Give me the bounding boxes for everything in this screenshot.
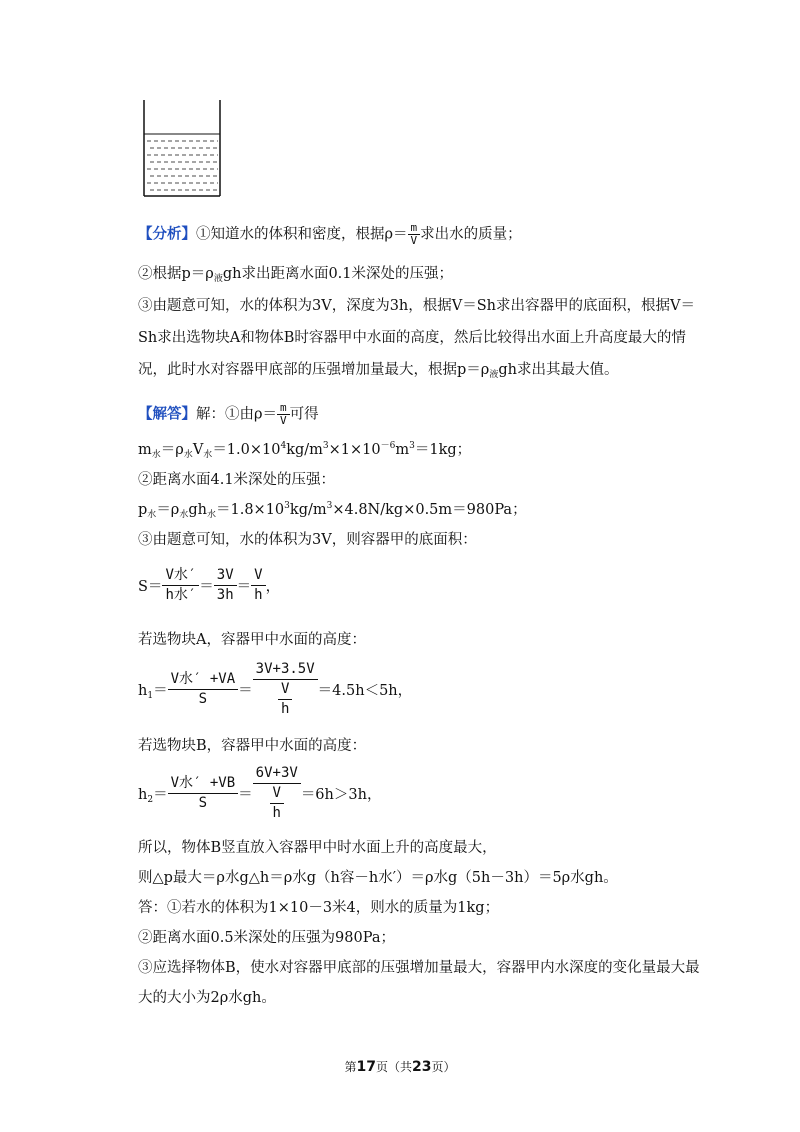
analysis-line-1: 【分析】①知道水的体积和密度，根据ρ＝ $\frac{m}{V}$ 求出水的质量； (138, 221, 522, 247)
fraction: $\frac{m}{V}$ (408, 222, 421, 247)
h2-equation: $h_2=$ $\frac{\text{V水′ +VB}}{S}$ ＝ $\frac{6V+3V}{\frac{V}{h}}$ ＝6h＞3h， (138, 765, 382, 821)
fraction: $\frac{\text{V水′ +VB}}{S}$ (168, 774, 239, 813)
total-pages: 23 (412, 1059, 432, 1075)
solution-line-5: ③由题意可知，水的体积为3V，则容器甲的底面积： (138, 532, 477, 548)
answer-line-4: 大的大小为2ρ水gh。 (138, 990, 276, 1006)
h1-equation: $h_1=$ $\frac{\text{V水′ +VA}}{S}$ ＝ $\frac{3V+3.5V}{\frac{V}{h}}$ ＝4.5h＜5h， (138, 661, 413, 717)
fraction: $\frac{6V+3V}{\frac{V}{h}}$ (253, 764, 301, 823)
solution-line-4: $p_水=\rho_水gh_水=1.8\times 10^3kg/m^3\times 4.8N/kg\times 0.5m=980Pa$； (138, 501, 527, 520)
solution-line-2: $m_水=\rho_水V_水=1.0\times 10^4kg/m^3\times 1\times 10^{-6}m^3=1kg$； (138, 441, 472, 460)
analysis-tag: 【分析】 (138, 225, 196, 243)
analysis-line-5: 况，此时水对容器甲底部的压强增加量最大，根据$p=\rho_液gh$求出其最大值。 (138, 362, 619, 380)
analysis-line-4: Sh求出选物块A和物体B时容器甲中水面的高度，然后比较得出水面上升高度最大的情 (138, 330, 686, 346)
solution-line-7: 若选物块A，容器甲中水面的高度： (138, 632, 366, 648)
fraction: $\frac{3V}{3h}$ (214, 566, 237, 605)
analysis-line-3: ③由题意可知，水的体积为3V，深度为3h，根据V＝Sh求出容器甲的底面积，根据V＝ (138, 298, 695, 314)
solution-line-9: 若选物块B，容器甲中水面的高度： (138, 738, 367, 754)
page-number: 17 (356, 1059, 376, 1075)
fraction: $\frac{\text{V水′}}{\text{h水′}}$ (162, 566, 199, 605)
fraction: $\frac{3V+3.5V}{\frac{V}{h}}$ (253, 660, 318, 719)
answer-line-1: 答：①若水的体积为1×10－3米4，则水的质量为1kg； (138, 900, 500, 916)
fraction: $\frac{\text{V水′ +VA}}{S}$ (168, 670, 239, 709)
fraction: $\frac{V}{h}$ (251, 566, 265, 605)
solution-line-12: 则△p最大＝ρ水g△h＝ρ水g（h容－h水′）＝ρ水g（5h－3h）＝5ρ水gh。 (138, 870, 618, 886)
fraction: $\frac{m}{V}$ (277, 402, 290, 427)
solution-line-1: 【解答】解：①由ρ＝ $\frac{m}{V}$ 可得 (138, 401, 319, 427)
analysis-line-2: ②根据$p=\rho_液gh$求出距离水面0.1米深处的压强； (138, 266, 454, 284)
solution-line-11: 所以，物体B竖直放入容器甲中时水面上升的高度最大， (138, 840, 497, 856)
solution-tag: 【解答】 (138, 405, 196, 423)
area-equation: S＝ $\frac{\text{V水′}}{\text{h水′}}$ ＝ $\frac{3V}{3h}$ ＝ $\frac{V}{h}$ ， (138, 567, 281, 603)
page-footer: 第17页（共23页） (344, 1059, 456, 1075)
answer-line-2: ②距离水面0.5米深处的压强为980Pa； (138, 930, 395, 946)
water-container-figure (138, 96, 228, 200)
solution-line-3: ②距离水面4.1米深处的压强： (138, 472, 336, 488)
answer-line-3: ③应选择物体B，使水对容器甲底部的压强增加量最大，容器甲内水深度的变化量最大最 (138, 960, 700, 976)
